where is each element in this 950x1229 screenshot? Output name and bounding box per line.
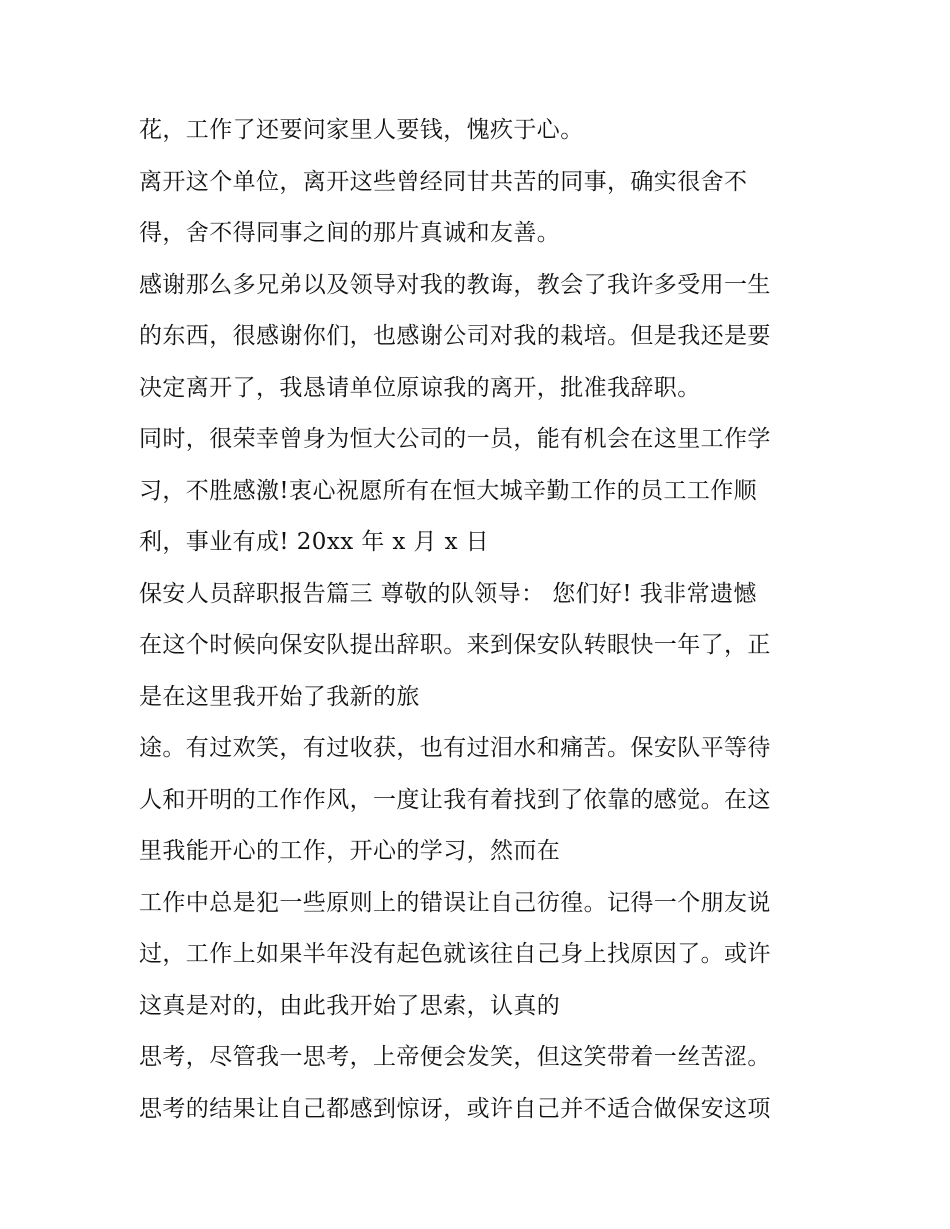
text-line: 感谢那么多兄弟以及领导对我的教诲，教会了我许多受用一生: [139, 271, 771, 298]
text-line: 思考的结果让自己都感到惊讶，或许自己并不适合做保安这项: [139, 1095, 771, 1122]
text-line: 人和开明的工作作风，一度让我有着找到了依靠的感觉。在这: [139, 786, 771, 813]
text-line: 得，舍不得同事之间的那片真诚和友善。: [139, 220, 561, 246]
text-line: 离开这个单位，离开这些曾经同甘共苦的同事，确实很舍不: [139, 168, 748, 195]
text-line: 决定离开了，我恳请单位原谅我的离开，批准我辞职。: [139, 374, 701, 401]
text-line: 思考，尽管我一思考，上帝便会发笑，但这笑带着一丝苦涩。: [139, 1044, 771, 1070]
text-line: 这真是对的，由此我开始了思索，认真的: [139, 992, 561, 1019]
text-line: 在这个时候向保安队提出辞职。来到保安队转眼快一年了，正: [139, 632, 771, 658]
document-body: [139, 108, 829, 1138]
text-line: 同时，很荣幸曾身为恒大公司的一员，能有机会在这里工作学: [139, 426, 771, 452]
text-line: 利，事业有成! 20xx 年 x 月 x 日: [139, 529, 490, 555]
text-line: 的东西，很感谢你们，也感谢公司对我的栽培。但是我还是要: [139, 323, 771, 349]
text-line: 习，不胜感激!衷心祝愿所有在恒大城辛勤工作的员工工作顺: [139, 477, 758, 504]
text-line: 保安人员辞职报告篇三 尊敬的队领导： 您们好! 我非常遗憾: [139, 580, 757, 607]
text-line: 花，工作了还要问家里人要钱，愧疚于心。: [139, 117, 584, 143]
text-line: 里我能开心的工作，开心的学习，然而在: [139, 838, 561, 864]
text-line: 是在这里我开始了我新的旅: [139, 683, 420, 710]
text-line: 过，工作上如果半年没有起色就该往自己身上找原因了。或许: [139, 941, 771, 967]
text-line: 途。有过欢笑，有过收获，也有过泪水和痛苦。保安队平等待: [139, 735, 771, 761]
text-line: 工作中总是犯一些原则上的错误让自己彷徨。记得一个朋友说: [139, 889, 771, 916]
